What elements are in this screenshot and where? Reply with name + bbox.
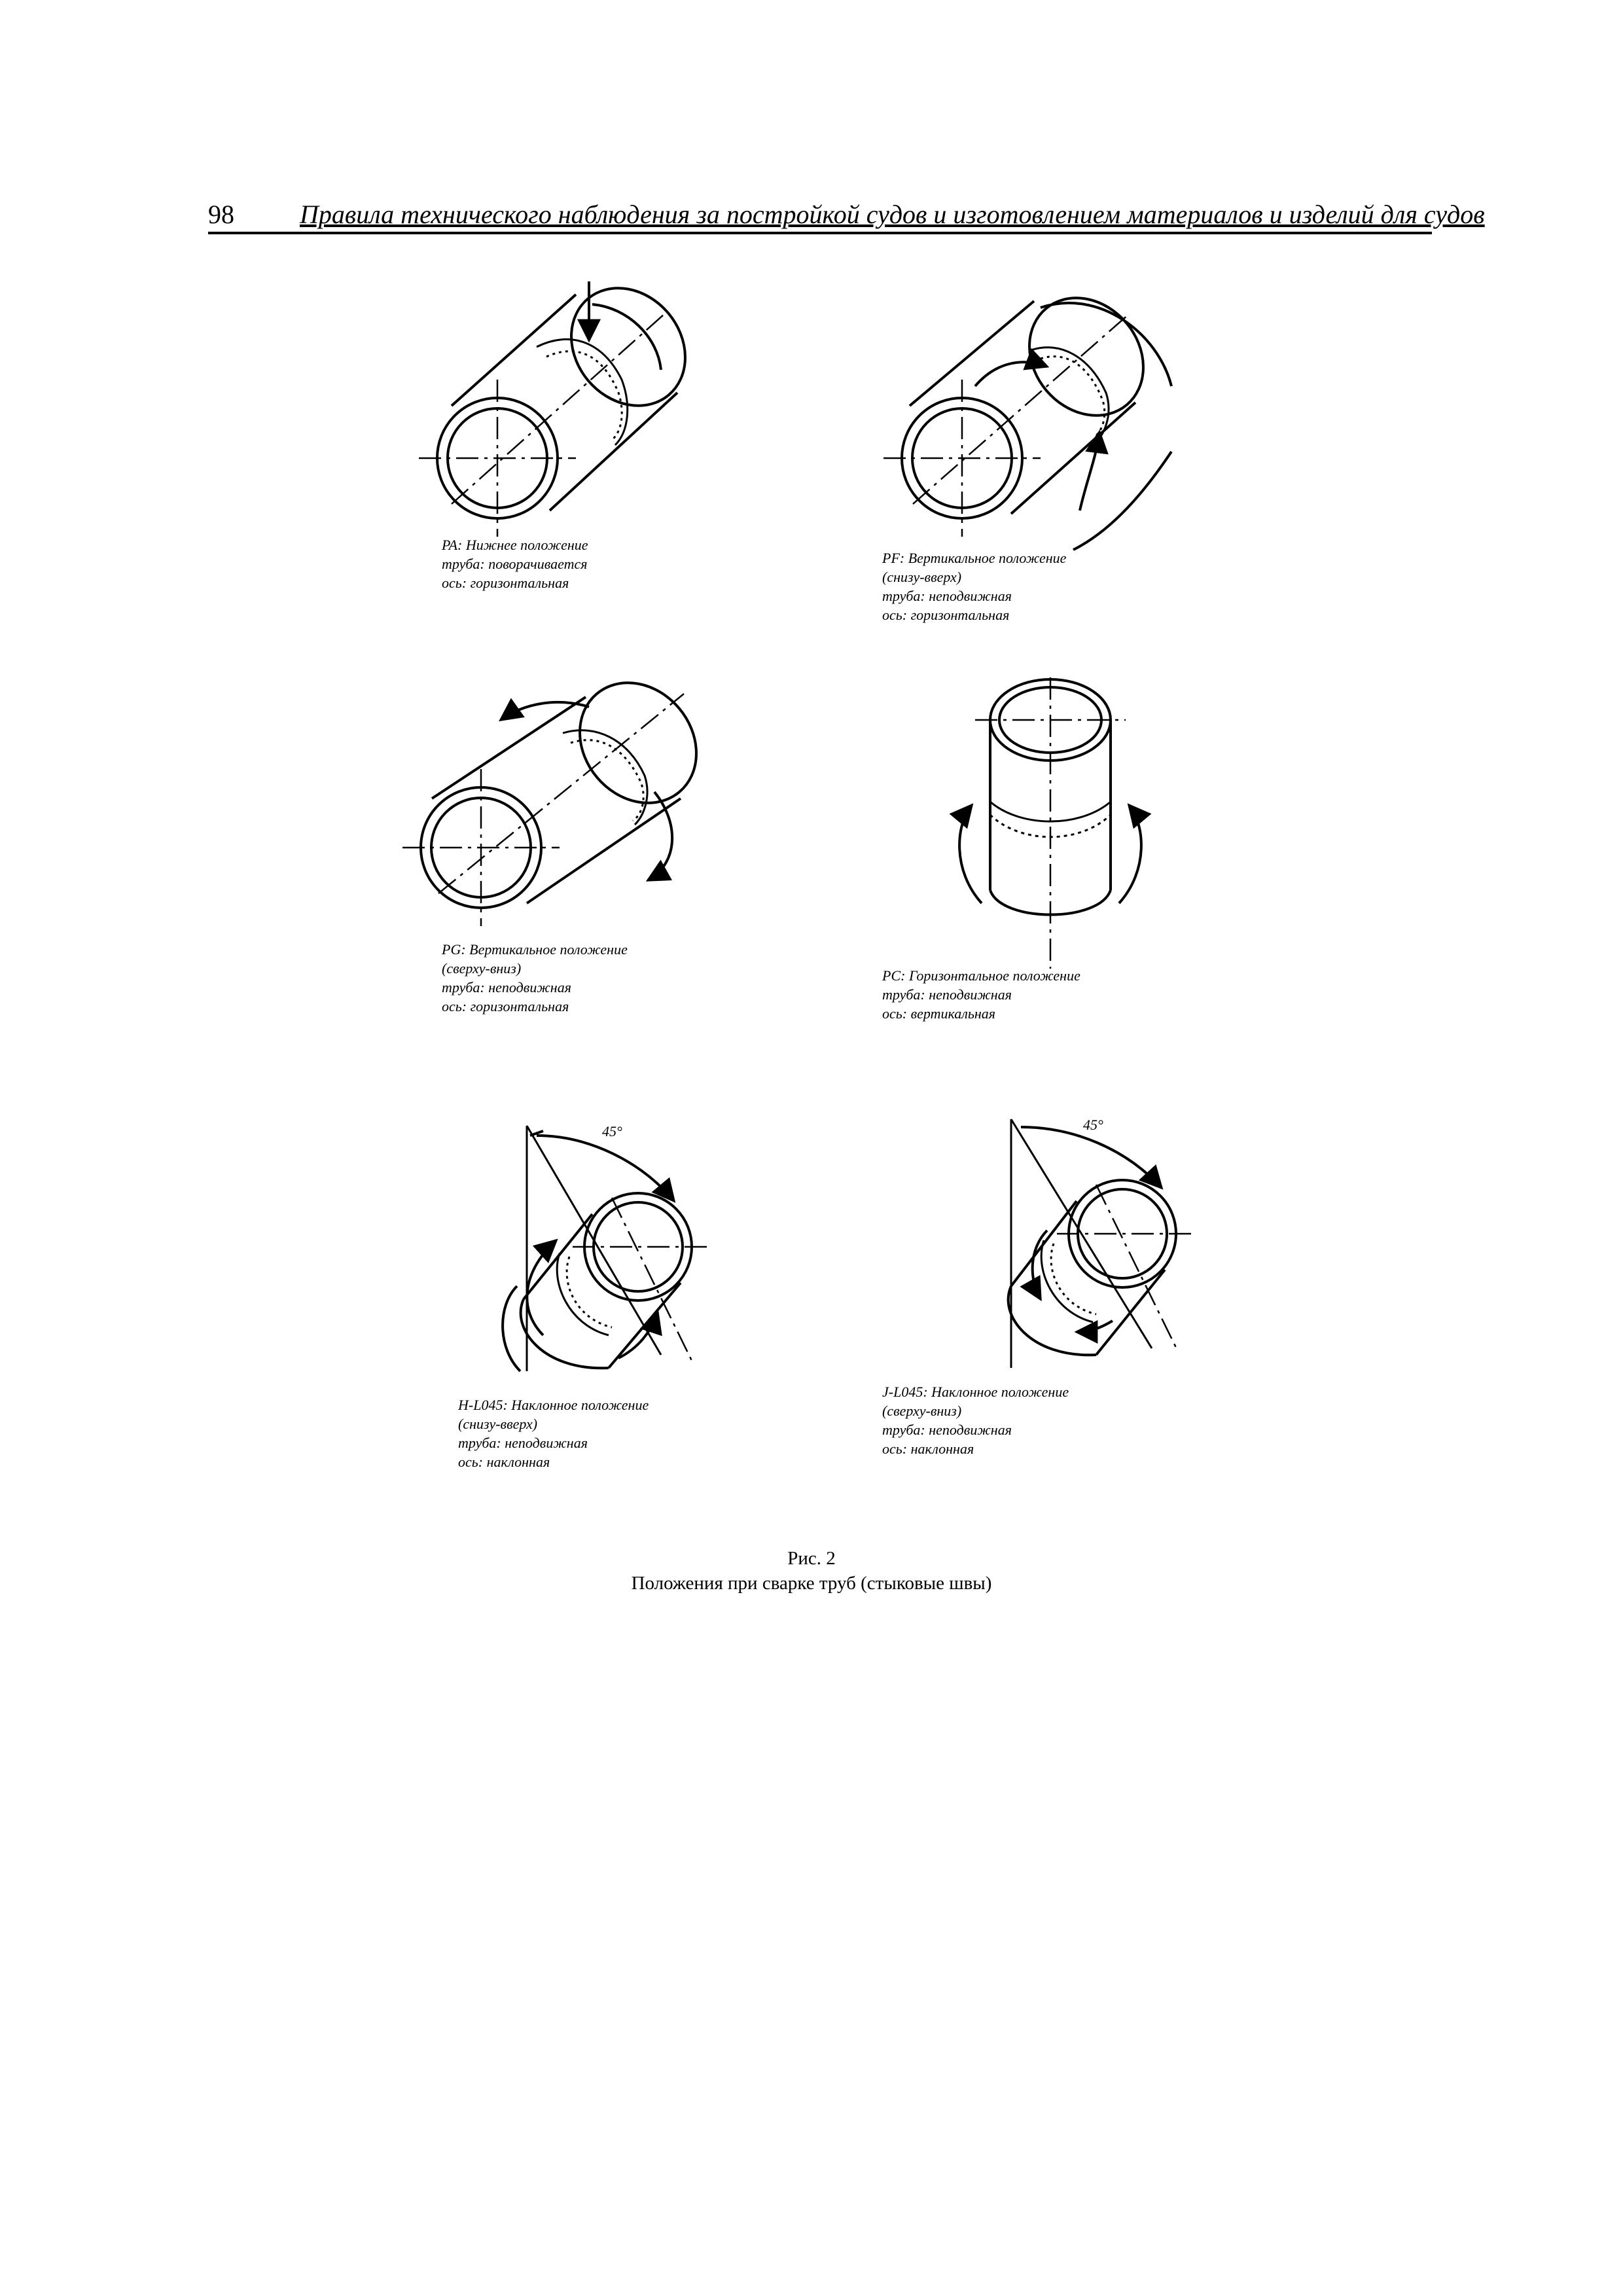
caption-line: труба: неподвижная xyxy=(882,588,1012,604)
caption-line: (сверху-вниз) xyxy=(442,960,522,977)
caption-line: (сверху-вниз) xyxy=(882,1403,962,1419)
caption-line: H-L045: Наклонное положение xyxy=(458,1397,649,1413)
pf-drawing xyxy=(883,275,1171,550)
figure-title: Положения при сварке труб (стыковые швы) xyxy=(631,1573,992,1594)
pg-drawing xyxy=(402,659,721,926)
j-l045-caption xyxy=(882,1382,1069,1458)
caption-line: (снизу-вверх) xyxy=(882,569,962,585)
caption-line: PF: Вертикальное положение xyxy=(882,550,1067,566)
caption-line: ось: горизонтальная xyxy=(882,607,1010,623)
caption-line: труба: поворачивается xyxy=(442,556,588,572)
caption-line: ось: вертикальная xyxy=(882,1005,996,1022)
caption-line: труба: неподвижная xyxy=(442,979,571,996)
caption-line: (снизу-вверх) xyxy=(458,1416,538,1432)
h-l045-drawing xyxy=(503,1126,710,1371)
pc-caption xyxy=(882,966,1080,1023)
caption-line: PC: Горизонтальное положение xyxy=(882,967,1080,984)
h-l045-angle-label: 45° xyxy=(602,1123,622,1139)
caption-line: ось: горизонтальная xyxy=(442,998,569,1014)
j-l045-angle-label: 45° xyxy=(1083,1117,1103,1133)
h-l045-caption xyxy=(458,1395,649,1471)
caption-line: PG: Вертикальное положение xyxy=(442,941,628,958)
caption-line: ось: наклонная xyxy=(882,1441,974,1457)
running-title: Правила технического наблюдения за постройкой судов и изготовлением материалов и изделий для судов xyxy=(300,200,1485,229)
pf-caption xyxy=(882,548,1066,624)
caption-line: труба: неподвижная xyxy=(882,986,1012,1003)
caption-line: ось: наклонная xyxy=(458,1454,550,1470)
caption-line: J-L045: Наклонное положение xyxy=(882,1384,1069,1400)
pc-drawing xyxy=(959,677,1141,969)
pa-caption xyxy=(442,535,588,592)
caption-line: труба: неподвижная xyxy=(458,1435,588,1451)
pg-caption xyxy=(442,940,628,1016)
caption-line: ось: горизонтальная xyxy=(442,575,569,591)
j-l045-drawing xyxy=(1008,1119,1194,1368)
pa-drawing xyxy=(419,265,709,537)
caption-line: труба: неподвижная xyxy=(882,1422,1012,1438)
figure-number: Рис. 2 xyxy=(787,1548,836,1569)
caption-line: PA: Нижнее положение xyxy=(442,537,588,553)
page-number: 98 xyxy=(208,200,234,229)
